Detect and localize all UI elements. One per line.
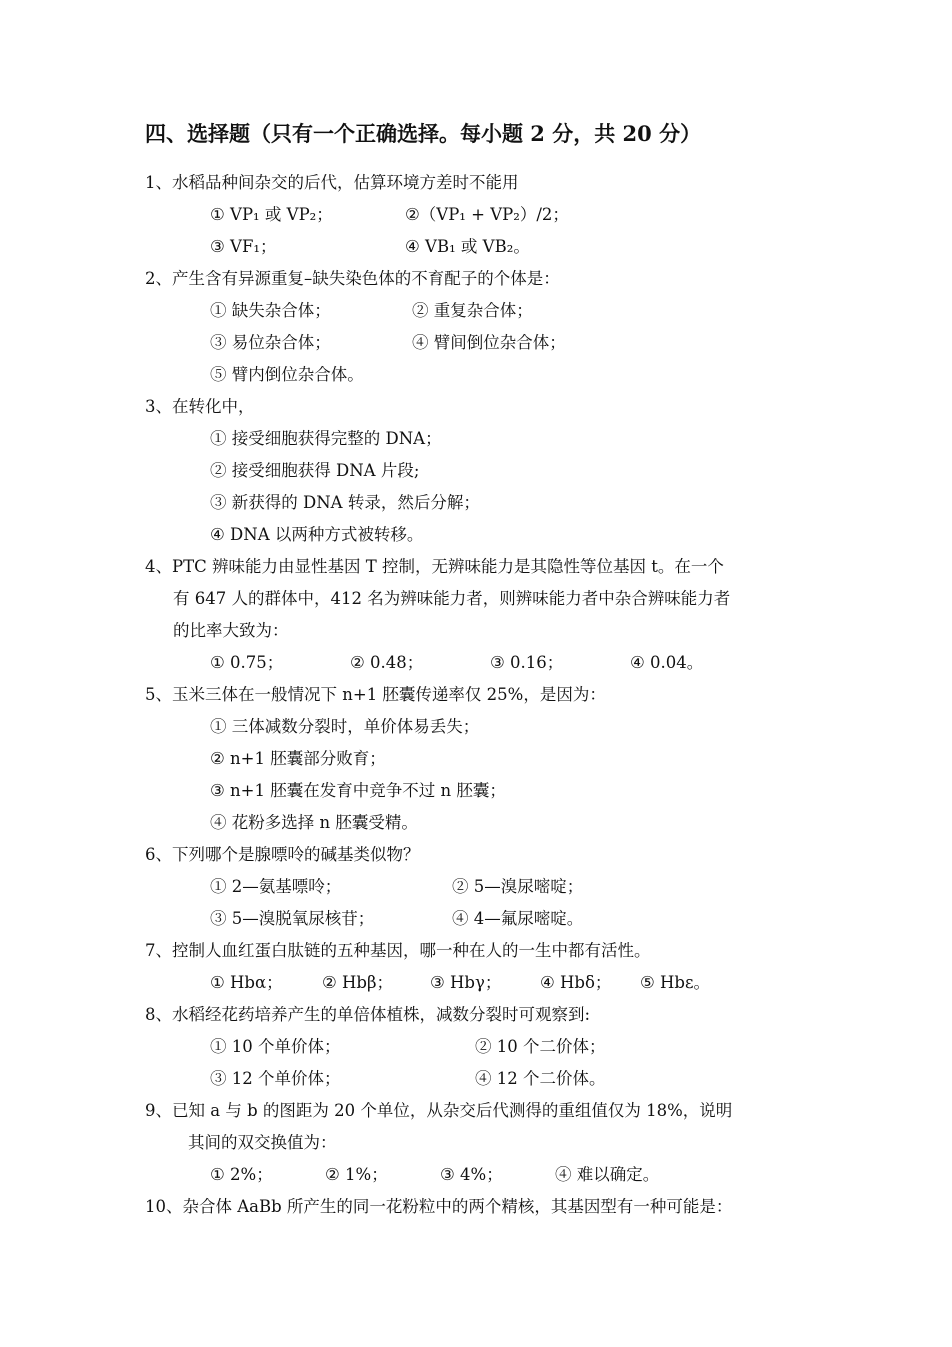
question-2-stem: 2、产生含有异源重复–缺失染色体的不育配子的个体是： [145, 269, 560, 288]
question-5-option-2: ② n+1 胚囊部分败育； [210, 749, 386, 768]
question-7-option-5: ⑤ Hbε。 [640, 973, 711, 992]
question-9-stem-line-2: 其间的双交换值为： [188, 1133, 337, 1152]
question-3-stem: 3、在转化中， [145, 397, 255, 416]
question-4-stem-line-1: 4、PTC 辨味能力由显性基因 T 控制，无辨味能力是其隐性等位基因 t。在一个 [145, 557, 724, 576]
question-5-stem: 5、玉米三体在一般情况下 n+1 胚囊传递率仅 25%，是因为： [145, 685, 606, 704]
question-9-option-4: ④ 难以确定。 [555, 1165, 660, 1184]
question-8-option-3: ③ 12 个单价体； [210, 1069, 341, 1088]
question-8-option-4: ④ 12 个二价体。 [475, 1069, 606, 1088]
question-6-option-4: ④ 4—氟尿嘧啶。 [452, 909, 584, 928]
question-7-stem: 7、控制人血红蛋白肽链的五种基因，哪一种在人的一生中都有活性。 [145, 941, 651, 960]
question-8-option-1: ① 10 个单价体； [210, 1037, 341, 1056]
question-2-option-5: ⑤ 臂内倒位杂合体。 [210, 365, 364, 384]
question-4-stem-line-3: 的比率大致为： [173, 621, 289, 640]
question-1-option-4: ④ VB₁ 或 VB₂。 [405, 237, 530, 256]
question-3-option-3: ③ 新获得的 DNA 转录，然后分解； [210, 493, 480, 512]
question-2-option-4: ④ 臂间倒位杂合体； [412, 333, 566, 352]
question-6-option-2: ② 5—溴尿嘧啶； [452, 877, 584, 896]
question-7-option-3: ③ Hbγ； [430, 973, 502, 992]
question-2-option-3: ③ 易位杂合体； [210, 333, 331, 352]
question-4-option-3: ③ 0.16； [490, 653, 564, 672]
question-3-option-2: ② 接受细胞获得 DNA 片段; [210, 461, 420, 480]
question-9-option-1: ① 2%； [210, 1165, 273, 1184]
question-4-option-2: ② 0.48； [350, 653, 424, 672]
question-8-option-2: ② 10 个二价体； [475, 1037, 606, 1056]
question-2-option-1: ① 缺失杂合体； [210, 301, 331, 320]
question-4-option-1: ① 0.75； [210, 653, 284, 672]
section-title: 四、选择题（只有一个正确选择。每小题 2 分，共 20 分） [145, 121, 702, 146]
question-3-option-4: ④ DNA 以两种方式被转移。 [210, 525, 424, 544]
question-6-stem: 6、下列哪个是腺嘌呤的碱基类似物？ [145, 845, 420, 864]
question-5-option-1: ① 三体减数分裂时，单价体易丢失； [210, 717, 480, 736]
question-9-option-3: ③ 4%； [440, 1165, 503, 1184]
question-1-stem: 1、水稻品种间杂交的后代，估算环境方差时不能用 [145, 173, 519, 192]
question-3-option-1: ① 接受细胞获得完整的 DNA； [210, 429, 442, 448]
question-7-option-2: ② Hbβ； [322, 973, 394, 992]
question-2-option-2: ② 重复杂合体； [412, 301, 533, 320]
question-9-stem-line-1: 9、已知 a 与 b 的图距为 20 个单位，从杂交后代测得的重组值仅为 18%，说明 [145, 1101, 733, 1120]
question-4-option-4: ④ 0.04。 [630, 653, 704, 672]
question-5-option-4: ④ 花粉多选择 n 胚囊受精。 [210, 813, 418, 832]
question-4-stem-line-2: 有 647 人的群体中，412 名为辨味能力者，则辨味能力者中杂合辨味能力者 [173, 589, 731, 608]
question-6-option-1: ① 2—氨基嘌呤； [210, 877, 342, 896]
question-6-option-3: ③ 5—溴脱氧尿核苷； [210, 909, 375, 928]
question-9-option-2: ② 1%； [325, 1165, 388, 1184]
question-8-stem: 8、水稻经花药培养产生的单倍体植株，减数分裂时可观察到: [145, 1005, 591, 1024]
question-7-option-1: ① Hbα； [210, 973, 283, 992]
question-5-option-3: ③ n+1 胚囊在发育中竞争不过 n 胚囊； [210, 781, 506, 800]
question-10-stem: 10、杂合体 AaBb 所产生的同一花粉粒中的两个精核，其基因型有一种可能是： [145, 1197, 733, 1216]
question-7-option-4: ④ Hbδ； [540, 973, 612, 992]
question-1-option-3: ③ VF₁； [210, 237, 277, 256]
question-1-option-2: ②（VP₁ + VP₂）/2； [405, 205, 569, 224]
question-1-option-1: ① VP₁ 或 VP₂； [210, 205, 333, 224]
